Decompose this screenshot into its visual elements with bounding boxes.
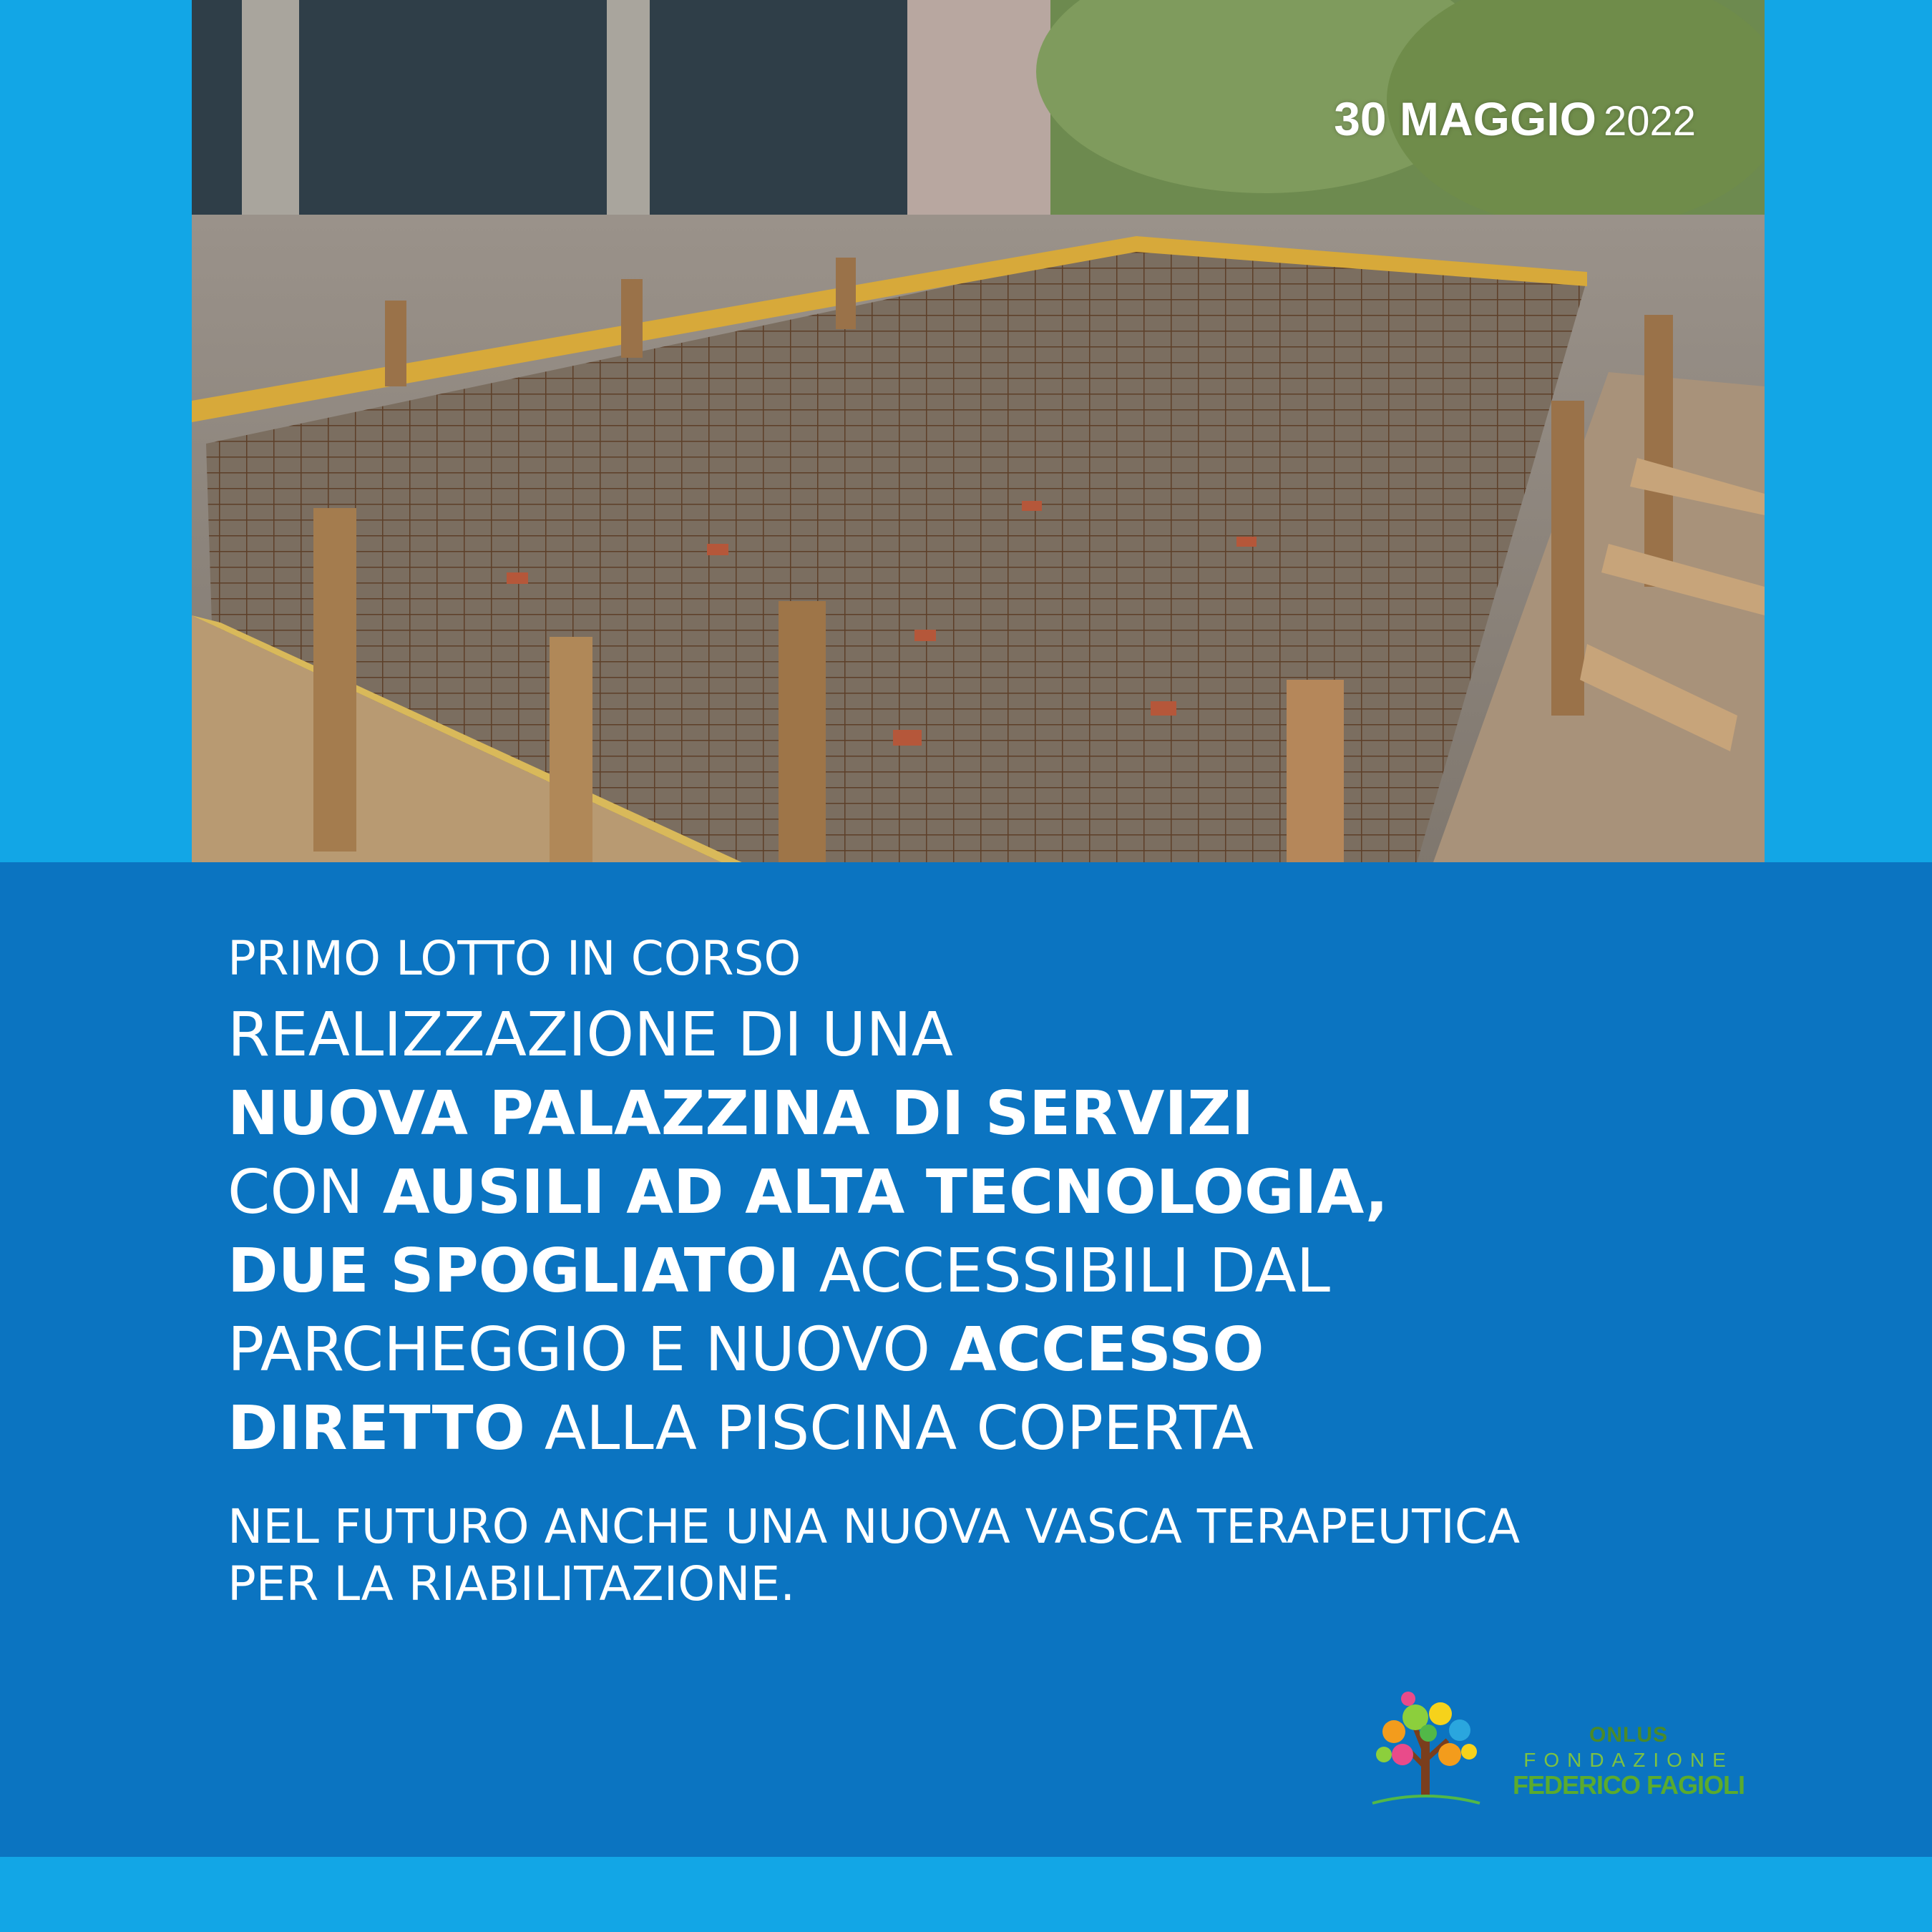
headline-line-3 (228, 1153, 1766, 1232)
line-3-bold: AUSILI AD ALTA TECNOLOGIA, (382, 1157, 1389, 1228)
headline-line-2: NUOVA PALAZZINA DI SERVIZI (228, 1078, 1254, 1149)
date-label (1334, 92, 1696, 146)
line-5-regular: PARCHEGGIO E NUOVO (228, 1314, 950, 1385)
line-4-regular: ACCESSIBILI DAL (799, 1236, 1330, 1307)
headline-line-5 (228, 1311, 1766, 1390)
line-3-regular: CON (228, 1157, 383, 1228)
subtitle: PRIMO LOTTO IN CORSO (228, 931, 801, 986)
tree-logo-icon (1365, 1689, 1487, 1810)
line-5-bold: ACCESSO (950, 1314, 1264, 1385)
line-4-bold: DUE SPOGLIATOI (228, 1236, 800, 1307)
future-line-1: NEL FUTURO ANCHE UNA NUOVA VASCA TERAPEUTICA (228, 1499, 1521, 1554)
fondazione-logo (1365, 1689, 1766, 1810)
headline-line-1: REALIZZAZIONE DI UNA (228, 1000, 953, 1070)
logo-name: FEDERICO FAGIOLI (1512, 1770, 1745, 1800)
logo-fondazione: FONDAZIONE (1523, 1749, 1734, 1771)
logo-onlus: ONLUS (1589, 1723, 1668, 1747)
future-line-2: PER LA RIABILITAZIONE. (228, 1556, 796, 1611)
bottom-strip (0, 1857, 1932, 1932)
line-6-bold: DIRETTO (228, 1393, 525, 1464)
line-6-regular: ALLA PISCINA COPERTA (525, 1393, 1254, 1464)
headline (228, 996, 1766, 1468)
future-note (228, 1498, 1766, 1613)
announcement-text (228, 930, 1766, 1613)
headline-line-6 (228, 1390, 1766, 1468)
date-year: 2022 (1603, 98, 1696, 145)
logo-text (1485, 1723, 1772, 1800)
headline-line-4 (228, 1232, 1766, 1311)
date-day-month: 30 MAGGIO (1334, 92, 1596, 145)
